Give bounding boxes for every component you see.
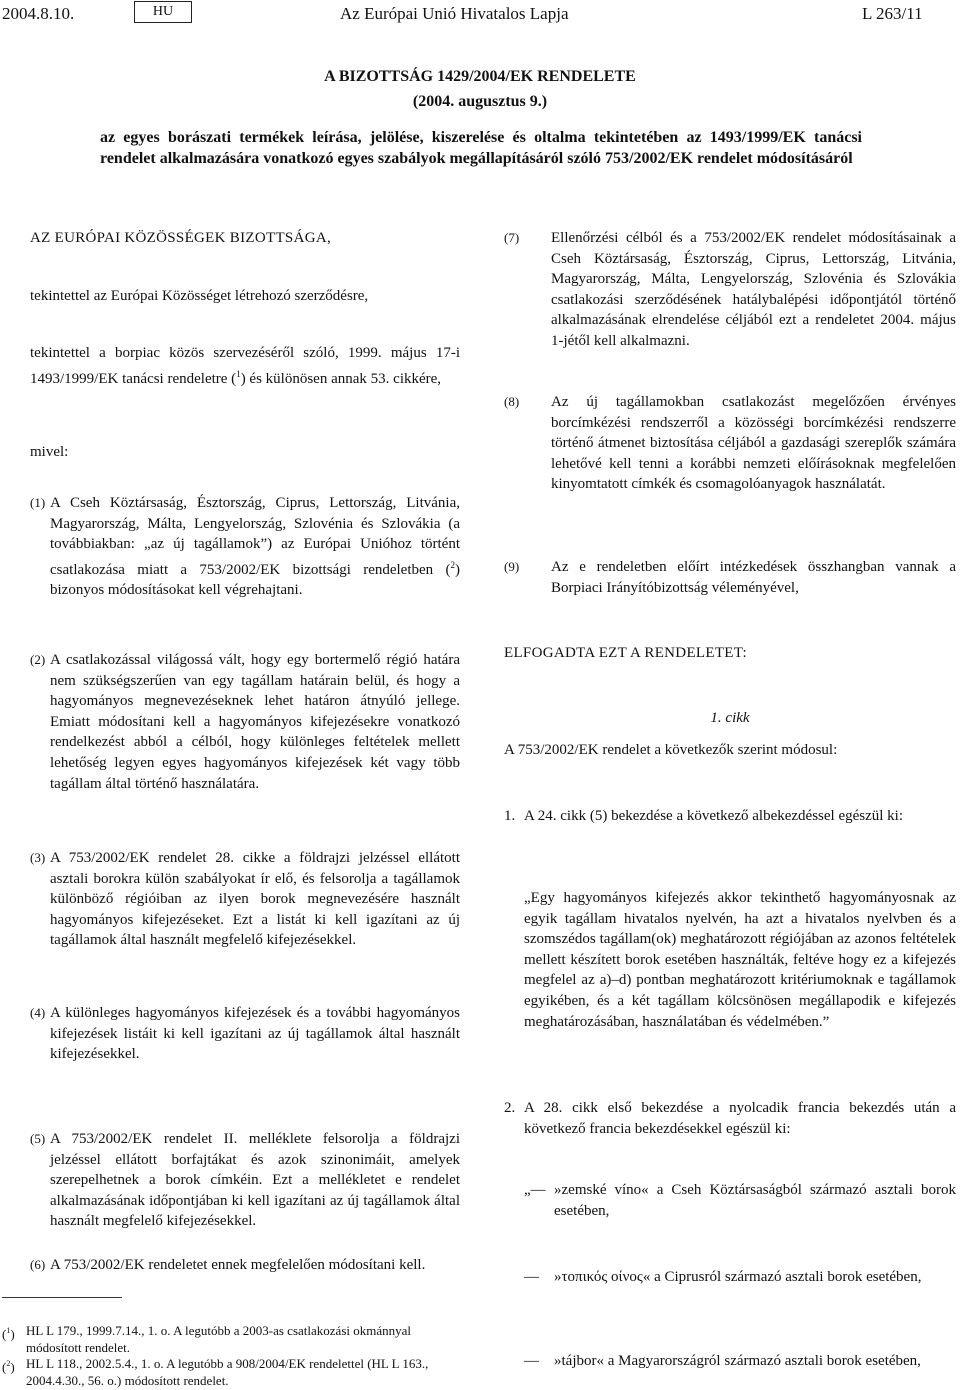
recital-9: (9) Az e rendeletben előírt intézkedések összhangban vannak a Borpiaci Irányítóbizottság véleményével, — [504, 559, 956, 596]
recital-5: (5) A 753/2002/EK rendelet II. melléklete felsorolja a földrajzi jelzéssel ellátott borfajtákat és azok szinonimáit, amelyek szerepelhetnek a borok címkéin. Ezt a mellékletet e rendelet alkalmazásának időpontjában ki kell igazítani az új tagállamok által használt megfelelő kifejezésekkel. — [30, 1131, 460, 1230]
journal-name: Az Európai Unió Hivatalos Lapja — [340, 4, 569, 23]
regulation-subtitle: az egyes borászati termékek leírása, jelölése, kiszerelése és oltalma tekintetében az 1493/1999/EK tanácsi rendelet alkalmazására vonatkozó egyes szabályok megállapításáról szóló 753/2002/EK rendelet módosításáról — [100, 129, 862, 167]
citation-treaty: tekintettel az Európai Közösséget létrehozó szerződésre, — [30, 288, 369, 304]
language-box: HU — [134, 1, 192, 23]
quoted-subparagraph: „Egy hagyományos kifejezés akkor tekinthető hagyományosnak az egyik tagállam hivatalos nyelvén, ha azt a hivatalos nyelvben és a szomszédos tagállam(ok) meghatározott régiójában az azonos feltételek mellett készített borok esetében használták, feltéve hogy ez a kifejezés megfelel az a)–d) pontban meghatározott kritériumoknak e tagállamok egyikében, és a két tagállam kölcsönösen megállapodik e kifejezés meghatározásában, használatában és védelmében.” — [524, 890, 956, 1030]
recital-4: (4) A különleges hagyományos kifejezések és a további hagyományos kifejezések listáit ki kell igazítani az új tagállamok által használt kifejezésekkel. — [30, 1005, 460, 1063]
recital-1: (1) A Cseh Köztársaság, Észtország, Ciprus, Lettország, Litvánia, Magyarország, Málta, Lengyelország, Szlovénia és Szlovákia (a továbbiakban: „az új tagállamok”) az Európai Unióhoz történt csatlakozása miatt a 753/2002/EK bizottsági rendeletben ($^2$) bizonyos módosításokat kell végrehajtani. — [30, 495, 460, 599]
footnote-ref-2: 2 — [450, 559, 455, 570]
amendment-2: 2. A 28. cikk első bekezdése a nyolcadik francia bekezdés után a következő francia bekezdésekkel egészül ki: — [504, 1100, 956, 1137]
citation-regulation: tekintettel a borpiac közös szervezéséről szóló, 1999. május 17-i 1493/1999/EK tanácsi rendeletre ($^1$) és különösen annak 53. cikkére, — [30, 345, 460, 387]
indent-item-1: „— »zemské víno« a Cseh Köztársaságból származó asztali borok esetében, — [524, 1182, 956, 1219]
article-intro: A 753/2002/EK rendelet a következők szerint módosul: — [504, 742, 838, 758]
page-reference: L 263/11 — [862, 4, 923, 23]
amendment-1: 1. A 24. cikk (5) bekezdése a következő albekezdéssel egészül ki: — [504, 808, 904, 824]
page-header — [0, 0, 960, 34]
recital-8: (8) Az új tagállamokban csatlakozást megelőzően érvényes borcímkézési rendszerről a közösségi borcímkézési rendszerre történő átmenet biztosítása céljából a gazdasági szereplők számára lehetővé kell tenni a korábbi nemzeti előírásoknak megfelelően kinyomtatott címkék és csomagolóanyagok használatát. — [504, 394, 956, 493]
issuing-authority: AZ EURÓPAI KÖZÖSSÉGEK BIZOTTSÁGA, — [30, 230, 332, 246]
whereas-label: mivel: — [30, 444, 69, 460]
article-heading: 1. cikk — [710, 710, 750, 726]
recital-3: (3) A 753/2002/EK rendelet 28. cikke a földrajzi jelzéssel ellátott asztali borokra külön szabályokat ír elő, és felsorolja a tagállamok különböző régióiban az ilyen borok megnevezésére használt hagyományos kifejezéseket. Ezt a listát ki kell igazítani az új tagállamok által használt megfelelő kifejezésekkel. — [30, 850, 460, 949]
footnote-divider — [2, 1297, 122, 1298]
footnote-1: ($^1$) HL L 179., 1999.7.14., 1. o. A legutóbb a 2003-as csatlakozási okmánnyal módosított rendelet. — [2, 1323, 411, 1355]
regulation-title: A BIZOTTSÁG 1429/2004/EK RENDELETE — [324, 68, 636, 85]
indent-item-3: — »tájbor« a Magyarországról származó asztali borok esetében, — [524, 1353, 921, 1369]
recital-6: (6) A 753/2002/EK rendeletet ennek megfelelően módosítani kell. — [30, 1257, 426, 1273]
recital-7: (7) Ellenőrzési célból és a 753/2002/EK rendelet módosításainak a Cseh Köztársaság, Észtország, Ciprus, Lettország, Litvánia, Magyarország, Málta, Lengyelország, Szlovénia és Szlovákia csatlakozási szerződésének hatálybalépési időpontjától történő alkalmazásának elrendelése céljából ezt a rendeletet 2004. május 1-jétől kell alkalmazni. — [504, 230, 956, 349]
regulation-date: (2004. augusztus 9.) — [412, 93, 548, 110]
footnote-ref-1: 1 — [236, 368, 241, 379]
indent-item-2: — »τοπικός οίνος« a Ciprusról származó asztali borok esetében, — [524, 1269, 922, 1285]
adopted-label: ELFOGADTA EZT A RENDELETET: — [504, 645, 747, 661]
footnote-2: ($^2$) HL L 118., 2002.5.4., 1. o. A legutóbb a 908/2004/EK rendelettel (HL L 163., 2004.4.30., 56. o.) módosított rendelet. — [2, 1356, 429, 1388]
recital-2: (2) A csatlakozással világossá vált, hogy egy bortermelő régió határa nem szükségszerűen van egy tagállam határain belül, és hogy a hagyományos megnevezéseknek lehet határon átnyúló jellege. Emiatt módosítani kell a hagyományos kifejezésekre vonatkozó rendelkezést abból a célból, hogy különleges feltételek mellett lehetőség legyen egyes hagyományos kifejezések két vagy több tagállam által történő használatára. — [30, 652, 460, 792]
header-date: 2004.8.10. — [2, 4, 75, 23]
